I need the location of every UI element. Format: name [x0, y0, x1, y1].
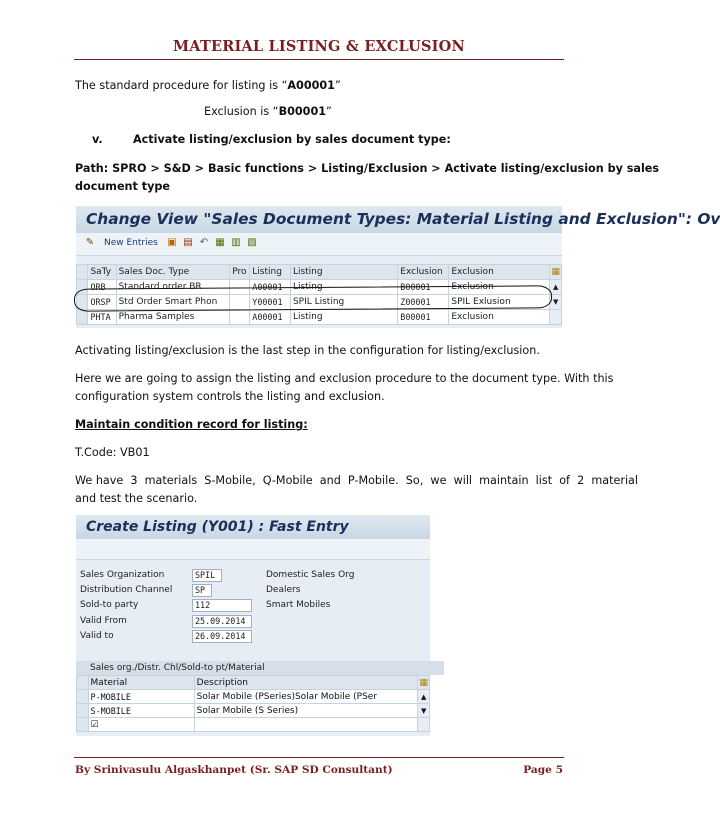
cell[interactable]: Solar Mobile (S Series) [194, 704, 418, 718]
toolbar [76, 539, 430, 560]
sold-to-field[interactable]: 112 [192, 599, 252, 612]
text-suffix: ” [326, 105, 332, 118]
paragraph: configuration system controls the listing and exclusion. [75, 390, 385, 403]
col-header: Listing [250, 265, 291, 280]
paragraph: Here we are going to assign the listing and exclusion procedure to the document type. With this [75, 372, 614, 385]
row-selector-header [77, 676, 89, 690]
deselect-all-icon[interactable]: ▧ [247, 237, 257, 248]
cell[interactable]: Y00001 [250, 295, 291, 310]
field-label: Sales Organization [80, 570, 165, 580]
exclusion-code: B00001 [278, 105, 327, 118]
cell[interactable]: P-MOBILE [88, 690, 194, 704]
table-header-row [77, 265, 562, 280]
cell[interactable]: PHTA [88, 310, 116, 325]
scroll-down-icon[interactable]: ▼ [418, 704, 430, 718]
scrollbar-track[interactable] [418, 718, 430, 732]
page-header-title: MATERIAL LISTING & EXCLUSION [173, 38, 465, 55]
col-header: Sales Doc. Type [116, 265, 230, 280]
undo-icon[interactable]: ↶ [199, 237, 209, 248]
col-header: Listing [290, 265, 397, 280]
cell[interactable]: Listing [290, 280, 397, 295]
col-header: SaTy [88, 265, 116, 280]
cell[interactable]: SPIL Listing [290, 295, 397, 310]
table-settings-icon[interactable]: ▦ [419, 677, 428, 688]
screen-title: Change View "Sales Document Types: Material Listing and Exclusion": Ov [76, 206, 562, 233]
cell[interactable]: A00001 [250, 280, 291, 295]
row-selector[interactable] [77, 704, 89, 718]
row-selector[interactable] [77, 718, 89, 732]
copy-icon[interactable]: ▣ [167, 237, 177, 248]
material-table [76, 675, 430, 732]
cell[interactable]: Listing [290, 310, 397, 325]
toolbar [76, 233, 562, 256]
cell[interactable]: A00001 [250, 310, 291, 325]
footer-author: By Srinivasulu Algaskhanpet (Sr. SAP SD Consultant) [75, 764, 393, 776]
listing-code: A00001 [287, 79, 335, 92]
table-row[interactable] [77, 690, 430, 704]
cell[interactable]: Exclusion [449, 280, 550, 295]
listing-procedure-line [75, 77, 341, 95]
footer-page-number: Page 5 [523, 764, 563, 776]
row-selector[interactable] [77, 690, 89, 704]
header-divider [74, 59, 564, 60]
field-label: Valid to [80, 631, 114, 641]
cell[interactable]: ORB [88, 280, 116, 295]
col-header: Exclusion [449, 265, 550, 280]
valid-from-field[interactable]: 25.09.2014 [192, 615, 252, 628]
cell[interactable]: Z00001 [398, 295, 449, 310]
col-header: Pro [230, 265, 250, 280]
cell[interactable] [230, 310, 250, 325]
cell[interactable]: Standard order BR [116, 280, 230, 295]
table-settings-icon[interactable]: ▦ [550, 265, 562, 280]
hand-drawn-highlight-oval [74, 285, 552, 311]
col-header: Description [194, 676, 418, 690]
cell[interactable]: Pharma Samples [116, 310, 230, 325]
field-desc: Domestic Sales Org [266, 570, 355, 580]
checkmark-icon[interactable]: ☑ [88, 718, 194, 732]
field-label: Sold-to party [80, 600, 139, 610]
select-all-icon[interactable]: ▦ [215, 237, 225, 248]
section-title: Activate listing/exclusion by sales document type: [133, 133, 451, 146]
table-header-row [77, 676, 430, 690]
cell[interactable]: Std Order Smart Phon [116, 295, 230, 310]
config-path: Path: SPRO > S&D > Basic functions > Listing/Exclusion > Activate listing/exclusion by sales [75, 162, 660, 175]
cell[interactable]: ORSP [88, 295, 116, 310]
screen-title: Create Listing (Y001) : Fast Entry [76, 515, 430, 539]
section-number: v. [92, 133, 103, 146]
exclusion-procedure-line [204, 103, 332, 121]
config-path-cont: document type [75, 180, 170, 193]
table-row[interactable] [77, 704, 430, 718]
cell[interactable]: Solar Mobile (PSeries)Solar Mobile (PSer [194, 690, 418, 704]
cell[interactable]: SPIL Exlusion [449, 295, 550, 310]
section-heading: Maintain condition record for listing: [75, 418, 308, 431]
row-selector[interactable] [77, 310, 88, 325]
cell[interactable] [194, 718, 418, 732]
paragraph: We have 3 materials S-Mobile, Q-Mobile and P-Mobile. So, we will maintain list of 2 material [75, 474, 639, 487]
row-selector-header [77, 265, 88, 280]
cell[interactable]: B00001 [398, 310, 449, 325]
sales-org-field[interactable]: SPIL [192, 569, 222, 582]
field-desc: Smart Mobiles [266, 600, 331, 610]
valid-to-field[interactable]: 26.09.2014 [192, 630, 252, 643]
new-entries-button[interactable]: New Entries [104, 238, 158, 248]
footer-divider [74, 757, 564, 758]
table-row[interactable] [77, 310, 562, 325]
scrollbar-track[interactable] [550, 310, 562, 325]
cell[interactable]: B00001 [398, 280, 449, 295]
text-prefix: The standard procedure for listing is “ [75, 79, 288, 92]
field-label: Distribution Channel [80, 585, 173, 595]
sap-screen-create-listing [76, 515, 430, 736]
table-subheader: Sales org./Distr. Chl/Sold-to pt/Material [76, 661, 444, 675]
delete-icon[interactable]: ▤ [183, 237, 193, 248]
table-row[interactable] [77, 718, 430, 732]
scroll-up-icon[interactable]: ▲ [550, 280, 562, 295]
tcode-text: T.Code: VB01 [75, 446, 150, 459]
cell[interactable]: S-MOBILE [88, 704, 194, 718]
col-header: Material [88, 676, 194, 690]
field-label: Valid From [80, 616, 127, 626]
text-suffix: ” [334, 79, 341, 92]
distr-channel-field[interactable]: SP [192, 584, 212, 597]
select-block-icon[interactable]: ▥ [231, 237, 241, 248]
paragraph: and test the scenario. [75, 492, 198, 505]
col-header: Exclusion [398, 265, 449, 280]
cell[interactable]: Exclusion [449, 310, 550, 325]
scroll-down-icon[interactable]: ▼ [550, 295, 562, 310]
scroll-up-icon[interactable]: ▲ [418, 690, 430, 704]
field-desc: Dealers [266, 585, 301, 595]
pencil-glasses-icon[interactable]: ✎ [85, 237, 95, 248]
text-prefix: Exclusion is “ [204, 105, 279, 118]
paragraph: Activating listing/exclusion is the last step in the configuration for listing/exclusion. [75, 344, 540, 357]
